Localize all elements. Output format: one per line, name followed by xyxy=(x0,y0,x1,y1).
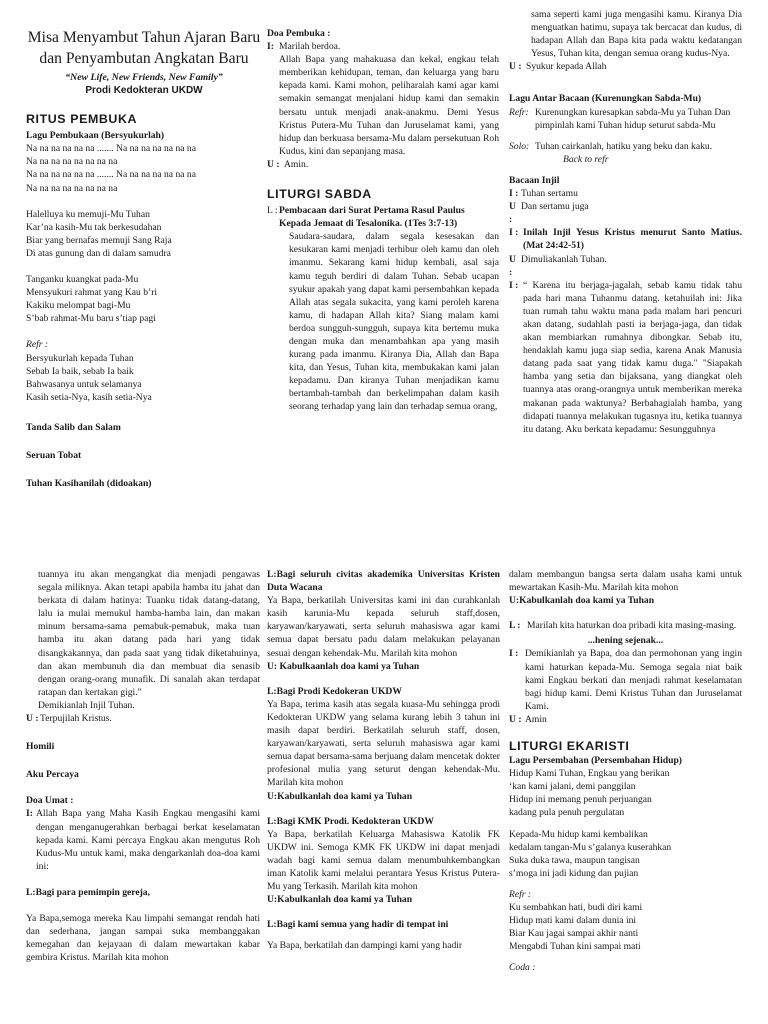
chant-line: Na na na na na na ....... Na na na na na na na xyxy=(26,169,196,181)
refrain-line: Hidup mati kami dalam dunia ini xyxy=(509,915,637,927)
song-line: ‘kan kami jalani, demi panggilan xyxy=(509,781,636,793)
gospel-title: Inilah Injil Yesus Kristus menurut Santo Matius. (Mat 24:42-51) xyxy=(523,227,742,252)
dialog-line xyxy=(509,200,742,226)
verse-line: Kakiku melompat bagi-Mu xyxy=(26,300,131,312)
liturgi-sabda-heading: LITURGI SABDA xyxy=(267,187,372,202)
bacaan-injil-heading: Bacaan Injil xyxy=(509,174,560,186)
solo-label: Solo: xyxy=(509,140,530,152)
dialog-text: Dan sertamu juga xyxy=(521,201,589,213)
refrain-line: Ku sembahkan hati, budi diri kami xyxy=(509,901,643,913)
intention-response: U: Kabulkaanlah doa kami ya Tuhan xyxy=(267,660,420,672)
priest-intro-text: Allah Bapa yang Maha Kasih Engkau mengasihi kami dengan menganugerahkan berbagai berkat keselamatan kepada kami. Kami percaya Engkau akan mengutus Roh Kudus-Mu untuk kami, maka dengarkanlah doa-doa kami ini: xyxy=(36,808,260,872)
refrain-line: Mengabdi Tuhan kini sampai mati xyxy=(509,941,641,953)
bottom-left-column xyxy=(26,568,260,964)
refrain-line: Kasih setia-Nya, kasih setia-Nya xyxy=(26,391,152,403)
intention-heading: L:Bagi seluruh civitas akademika Universitas Kristen Duta Wacana xyxy=(267,569,500,594)
gospel-text-row xyxy=(509,279,742,436)
intention-heading: L:Bagi KMK Prodi. Kedokteran UKDW xyxy=(267,815,434,827)
first-reading-title-row xyxy=(267,204,499,230)
priest-label: I : xyxy=(509,227,519,239)
people-line xyxy=(267,158,499,171)
verse-line: Di atas gunung dan di dalam samudra xyxy=(26,247,171,259)
dialog-line xyxy=(509,187,742,200)
doa-umat-heading: Doa Umat : xyxy=(26,795,74,807)
refrain-label: Refr: xyxy=(509,106,529,118)
kyrie-heading: Tuhan Kasihanilah (didoakan) xyxy=(26,478,152,490)
doa-pembuka-heading: Doa Pembuka : xyxy=(267,28,331,39)
lector-text: Marilah kita haturkan doa pribadi kita masing-masing. xyxy=(527,620,737,632)
people-text: Syukur kepada Allah xyxy=(526,61,607,73)
gospel-title-row xyxy=(509,226,742,252)
people-line xyxy=(509,713,742,726)
back-to-refrain: Back to refr xyxy=(563,153,609,165)
refrain-line: Bersyukurlah kepada Tuhan xyxy=(26,352,134,364)
refrain-label: Refr : xyxy=(509,888,532,900)
priest-label: I: xyxy=(26,808,33,820)
verse-line: Kar’na kasih-Mu tak berkesudahan xyxy=(26,221,162,233)
intention-response: U:Kabulkanlah doa kami ya Tuhan xyxy=(267,790,413,802)
song-line: Hidup ini memang penuh perjuangan xyxy=(509,794,652,806)
intention-text: Ya Bapa,semoga mereka Kau limpahi semangat rendah hati dan sederhana, jangan sampai suka membanggakan kemegahan dan kejayaan di dalam mewartakan kabar gembira Kristus. Marilah kita mohon xyxy=(26,912,260,964)
verse-line: S’bab rahmat-Mu baru s’tiap pagi xyxy=(26,313,156,325)
people-label: U : xyxy=(509,713,522,725)
gospel-text: “ Karena itu berjaga-jagalah, sebab kamu tidak tahu pada hari mana Tuhanmu datang. ketahuilah ini: Jika tuan rumah tahu waktu mana pada malam hari pencuri akan datang, sudahlah pasti ia berjaga-jaga, dan tidak akan membiarkan rumahnya dibongkar. Sebab itu, hendaklah kamu juga siap sedia, karena Anak Manusia datang pada saat yang tidak kamu duga." "Siapakah hamba yang setia dan bijaksana, yang diangkat oleh tuannya atas orang-orangnya untuk memberikan mereka makanan pada waktunya? Berbahagialah hamba, yang didapati tuannya melakukan tugasnya itu, ketika tuannya itu datang. Aku berkata kepadamu: Sesungguhnya xyxy=(523,279,742,435)
priest-text: Marilah berdoa. xyxy=(279,41,341,53)
aku-percaya-heading: Aku Percaya xyxy=(26,769,79,781)
people-line xyxy=(509,60,742,73)
sign-of-cross-heading: Tanda Salib dan Salam xyxy=(26,421,121,433)
people-line xyxy=(509,253,742,279)
dialog-label: I : xyxy=(509,188,519,200)
priest-intro-row xyxy=(26,807,260,872)
song-line: Suka duka tawa, maupun tangisan xyxy=(509,854,640,866)
intention-text: Ya Bapa, berkatilah dan dampingi kami yang hadir xyxy=(267,940,463,952)
solo-row xyxy=(509,140,742,153)
intention-heading: L:Bagi kami semua yang hadir di tempat ini xyxy=(267,919,449,931)
intention-response: U:Kabulkanlah doa kami ya Tuhan xyxy=(509,595,655,607)
program-name: Prodi Kedokteran UKDW xyxy=(85,85,203,97)
lector-label: L : xyxy=(509,620,521,632)
priest-closing-row xyxy=(509,647,742,712)
intention-heading: L:Bagi Prodi Kedokeran UKDW xyxy=(267,685,402,697)
liturgi-ekaristi-heading: LITURGI EKARISTI xyxy=(509,739,630,754)
chant-line: Na na na na na na na na xyxy=(26,182,118,194)
mass-title: Misa Menyambut Tahun Ajaran Baru dan Penyambutan Angkatan Baru xyxy=(27,29,261,67)
tagline: “New Life, New Friends, New Family” xyxy=(65,72,223,83)
people-text: Amin xyxy=(525,713,547,725)
offertory-song-title: Lagu Persembahan (Persembahan Hidup) xyxy=(509,755,682,767)
people-label: U : xyxy=(26,713,39,725)
chant-line: Na na na na na na na na xyxy=(26,156,118,168)
intention-text: Ya Bapa, berkatilah Universitas kami ini dan curahkanlah kasih karunia-Mu kepada seluruh staff,dosen, karyawan/karyawati, serta seluruh mahasiswa agar kami semua dapat bersatu padu dalam melakukan pelayanan sesuai dengan kehendak-Mu. Marilah kita mohon xyxy=(267,595,500,659)
top-left-column xyxy=(26,27,262,490)
intention-text: Ya Bapa, terima kasih atas segala kuasa-Mu sehingga prodi Kedokteran UKDW yang selama kurang lebih 3 tahun ini masih dapat berdiri. Berkatilah seluruh staff, dosen, karyawan/karyawati, serta seluruh mahasiswa agar kami semua dapat bersama-sama berjuang dalam mencetak dokter profesional mulia yang seturut dengan kehendak-Mu. Marilah kita mohon xyxy=(267,698,500,789)
people-line xyxy=(26,712,260,725)
verse-line: Mensyukuri rahmat yang Kau b’ri xyxy=(26,287,158,299)
people-text: Amin. xyxy=(284,158,309,170)
bottom-right-column xyxy=(509,568,742,974)
opening-prayer: Allah Bapa yang mahakuasa dan kekal, engkau telah memberikan kehidupan, teman, dan keluarga yang baru kepada kami. Kami mohon, peliharalah kami agar kami semakin semangat menjalani hidup kami dan semakin bersatu untuk menjadi anak-anakmu. Demi Yesus Kristus Putera-Mu Tuhan dan Juruselamat kami, yang hidup dan berkuasa bersama-Mu dalam persekutuan Roh Kudus, kini dan sepanjang masa. xyxy=(279,54,499,157)
solo-text: Tuhan cairkanlah, hatiku yang beku dan kaku. xyxy=(535,140,713,152)
bottom-middle-column xyxy=(267,568,500,952)
people-label: U : xyxy=(509,253,516,278)
silence-note: ...hening sejenak... xyxy=(587,635,664,647)
intention-heading: L:Bagi para pemimpin gereja, xyxy=(26,886,151,898)
gospel-continued: tuannya itu akan mengangkat dia menjadi pengawas segala miliknya. Akan tetapi apabila hamba itu jahat dan berkata di dalam hatinya: Tuanku tidak datang-datang, lalu ia mulai memukul hamba-hamba lain, dan makan minum bersama-sama pemabuk-pemabuk, maka tuan hamba itu akan datang pada hari yang tidak disangkakannya, dan pada saat yang tidak diketahuinya, dan akan membunuh dia dan membuat dia senasib dengan orang-orang munafik. Di sanalah akan terdapat ratapan dan kertakan gigi." xyxy=(38,569,260,698)
coda-label: Coda : xyxy=(509,962,536,974)
verse-line: Biar yang bernafas memuji Sang Raja xyxy=(26,234,172,246)
priest-line xyxy=(267,40,499,53)
first-reading-title: Pembacaan dari Surat Pertama Rasul Paulus Kepada Jemaat di Tesalonika. (1Tes 3:7-13) xyxy=(279,205,465,230)
first-reading-text: Saudara-saudara, dalam segala kesesakan dan kesukaran kami menjadi terhibur oleh kamu dan oleh imanmu. Sekarang kami hidup kembali, asal saja kamu teguh berdiri di dalam Tuhan. Sebab ucapan syukur apakah yang dapat kami persembahkan kepada Allah atas segala sukacita, yang kami peroleh karena kamu, di hadapan Allah kita? Siang malam kami berdoa sungguh-sungguh, supaya kita bertemu muka dengan muka dan menambahkan apa yang masih kurang pada imanmu. Kiranya Dia, Allah dan Bapa kita, dan Yesus, Tuhan kita, membukakan kami jalan kepadamu. Dan kiranya Tuhan menjadikan kamu bertambah-tambah dan berkelimpahan dalam kasih seorang terhadap yang lain dan terhadap semua orang, xyxy=(289,231,499,413)
people-text: Dimuliakanlah Tuhan. xyxy=(521,253,607,265)
song-line: Hidup Kami Tuhan, Engkau yang berikan xyxy=(509,768,670,780)
homili-heading: Homili xyxy=(26,741,55,753)
intention-response: U:Kabulkanlah doa kami ya Tuhan xyxy=(267,894,413,906)
top-right-column xyxy=(509,8,742,436)
intention-text: Ya Bapa, berkatilah Keluarga Mahasiswa Katolik FK UKDW ini. Semoga KMK FK UKDW ini dapat menjadi wadah bagi kami semua dalam menumbuhkembangkan iman Katolik kami melalui perantara Yesus Kristus Putera-Mu yang Terkasih. Marilah kita mohon xyxy=(267,828,500,893)
priest-label: I: xyxy=(267,41,274,53)
people-label: U : xyxy=(509,61,522,73)
verse-line: Halelluya ku memuji-Mu Tuhan xyxy=(26,208,150,220)
psalm-refrain-row xyxy=(509,106,742,132)
refrain-line: Bahwasanya untuk selamanya xyxy=(26,378,142,390)
intention-text: dalam membangun bangsa serta dalam usaha kami untuk mewartakan Kasih-Mu. Marilah kita mohon xyxy=(509,569,742,594)
song-line: kadang pula penuh pergulatan xyxy=(509,807,625,819)
top-middle-column xyxy=(267,27,499,414)
priest-closing-text: Demikianlah ya Bapa, doa dan permohonan yang ingin kami haturkan kepada-Mu. Semoga segala niat baik kami Engkau berkati dan menjadi rahmat keselamatan bagi hidup kami. Demi Kristus Tuhan dan Juruselamat Kami. xyxy=(525,648,742,712)
priest-label: I : xyxy=(509,279,519,291)
refrain-label: Refr : xyxy=(26,339,49,351)
song-line: Kepada-Mu hidup kami kembalikan xyxy=(509,828,648,840)
first-reading-continued: sama seperti kami juga mengasihi kamu. Kiranya Dia menguatkan hatimu, supaya tak bercacat dan kudus, di hadapan Allah dan Bapa kita pada waktu kedatangan Yesus, Tuhan kita, dengan semua orang kudus-Nya. xyxy=(531,9,742,60)
penitential-heading: Seruan Tobat xyxy=(26,449,82,461)
opening-song-title: Lagu Pembukaan (Bersyukurlah) xyxy=(26,130,165,142)
gospel-closing: Demikianlah Injil Tuhan. xyxy=(38,699,135,711)
dialog-text: Tuhan sertamu xyxy=(521,188,578,200)
dialog-label: U : xyxy=(509,201,516,226)
song-line: s’moga ini jadi kidung dan pujian xyxy=(509,867,639,879)
psalm-refrain-text: Kurenungkan kuresapkan sabda-Mu ya Tuhan Dan pimpinlah kami Tuhan hidup seturut sabda-Mu xyxy=(535,106,731,131)
verse-line: Tanganku kuangkat pada-Mu xyxy=(26,274,139,286)
lector-label: L : xyxy=(267,205,278,217)
song-line: kedalam tangan-Mu s’galanya kuserahkan xyxy=(509,841,672,853)
lector-row xyxy=(509,619,742,632)
people-text: Terpujilah Kristus. xyxy=(40,713,112,725)
lagu-antar-heading: Lagu Antar Bacaan (Kurenungkan Sabda-Mu) xyxy=(509,93,702,105)
refrain-line: Biar Kau jagai sampai akhir nanti xyxy=(509,928,639,940)
chant-line: Na na na na na na ....... Na na na na na na na xyxy=(26,143,196,155)
people-label: U : xyxy=(267,158,280,170)
ritus-pembuka-heading: RITUS PEMBUKA xyxy=(26,112,138,127)
refrain-line: Sebab Ia baik, sebab Ia baik xyxy=(26,365,134,377)
priest-label: I : xyxy=(509,648,519,660)
